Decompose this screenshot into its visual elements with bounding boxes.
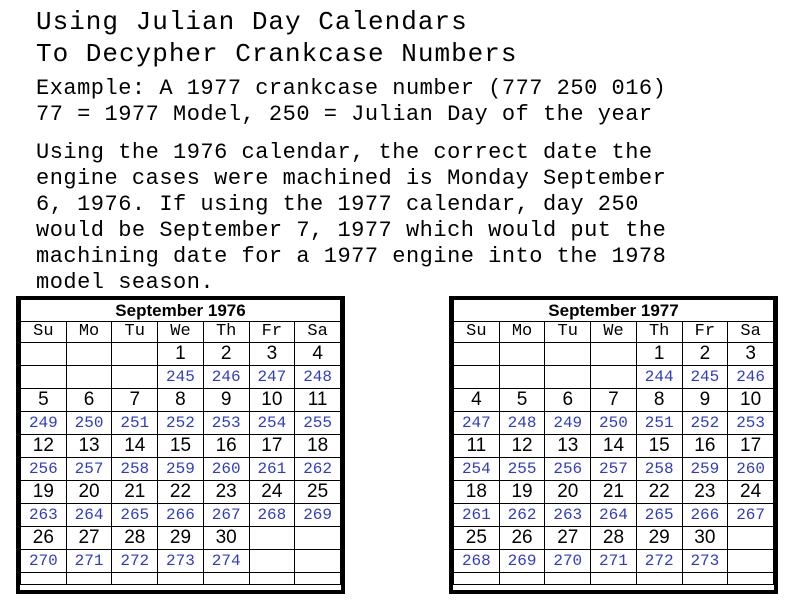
day-number: 23 — [682, 481, 728, 504]
day-number: 22 — [158, 481, 204, 504]
julian-day-number: 246 — [203, 366, 249, 389]
julian-day-number: 272 — [112, 550, 158, 573]
body-line: model season. — [36, 270, 215, 295]
day-number: 25 — [454, 527, 500, 550]
empty-cell — [203, 573, 249, 585]
day-number: 5 — [499, 389, 545, 412]
day-number: 30 — [203, 527, 249, 550]
julian-day-number: 263 — [545, 504, 591, 527]
example-line-2: 77 = 1977 Model, 250 = Julian Day of the year — [36, 102, 653, 127]
day-number: 13 — [545, 435, 591, 458]
day-number: 9 — [682, 389, 728, 412]
julian-day-number: 262 — [295, 458, 341, 481]
julian-day-number: 258 — [112, 458, 158, 481]
day-number: 21 — [591, 481, 637, 504]
day-number: 14 — [591, 435, 637, 458]
day-number: 6 — [545, 389, 591, 412]
day-number: 4 — [295, 343, 341, 366]
julian-day-number: 268 — [249, 504, 295, 527]
julian-day-number: 255 — [295, 412, 341, 435]
julian-day-number: 254 — [454, 458, 500, 481]
body-line: 6, 1976. If using the 1977 calendar, day 250 — [36, 192, 639, 217]
weekday-header: Th — [636, 322, 682, 343]
julian-day-number: 260 — [728, 458, 774, 481]
day-number: 7 — [591, 389, 637, 412]
empty-cell — [682, 573, 728, 585]
day-number: 18 — [295, 435, 341, 458]
day-number — [545, 343, 591, 366]
day-number: 24 — [249, 481, 295, 504]
julian-day-number — [112, 366, 158, 389]
empty-cell — [295, 573, 341, 585]
day-number: 4 — [454, 389, 500, 412]
julian-day-number: 255 — [499, 458, 545, 481]
julian-day-number: 259 — [158, 458, 204, 481]
julian-day-number: 274 — [203, 550, 249, 573]
empty-cell — [499, 573, 545, 585]
day-number — [454, 343, 500, 366]
julian-day-number: 270 — [21, 550, 67, 573]
julian-day-number: 272 — [636, 550, 682, 573]
day-number: 19 — [499, 481, 545, 504]
weekday-header: Mo — [66, 322, 112, 343]
julian-day-number: 252 — [682, 412, 728, 435]
day-number: 24 — [728, 481, 774, 504]
day-number: 26 — [21, 527, 67, 550]
julian-day-number: 247 — [249, 366, 295, 389]
julian-day-number: 266 — [158, 504, 204, 527]
day-number: 13 — [66, 435, 112, 458]
julian-day-number — [66, 366, 112, 389]
day-number: 27 — [545, 527, 591, 550]
day-number — [499, 343, 545, 366]
julian-day-number: 261 — [454, 504, 500, 527]
julian-day-number: 271 — [66, 550, 112, 573]
julian-day-number: 264 — [591, 504, 637, 527]
julian-day-number: 267 — [203, 504, 249, 527]
julian-day-number: 270 — [545, 550, 591, 573]
day-number: 12 — [21, 435, 67, 458]
julian-day-number: 267 — [728, 504, 774, 527]
julian-day-number: 256 — [21, 458, 67, 481]
day-number — [66, 343, 112, 366]
julian-day-number: 258 — [636, 458, 682, 481]
empty-cell — [545, 573, 591, 585]
empty-cell — [728, 573, 774, 585]
julian-day-number: 265 — [112, 504, 158, 527]
day-number — [112, 343, 158, 366]
julian-day-number: 263 — [21, 504, 67, 527]
julian-day-number: 261 — [249, 458, 295, 481]
day-number: 7 — [112, 389, 158, 412]
julian-day-number: 256 — [545, 458, 591, 481]
day-number: 30 — [682, 527, 728, 550]
day-number: 11 — [295, 389, 341, 412]
julian-day-number: 262 — [499, 504, 545, 527]
day-number: 27 — [66, 527, 112, 550]
day-number: 6 — [66, 389, 112, 412]
julian-day-number: 260 — [203, 458, 249, 481]
day-number: 29 — [636, 527, 682, 550]
julian-day-number: 253 — [203, 412, 249, 435]
day-number: 17 — [249, 435, 295, 458]
day-number: 20 — [545, 481, 591, 504]
day-number: 17 — [728, 435, 774, 458]
julian-day-number: 246 — [728, 366, 774, 389]
day-number: 28 — [591, 527, 637, 550]
empty-cell — [636, 573, 682, 585]
weekday-header: Su — [454, 322, 500, 343]
day-number: 29 — [158, 527, 204, 550]
weekday-header: Mo — [499, 322, 545, 343]
day-number: 1 — [158, 343, 204, 366]
julian-day-number — [499, 366, 545, 389]
weekday-header: Tu — [545, 322, 591, 343]
julian-day-number: 253 — [728, 412, 774, 435]
explanation-text — [36, 140, 666, 296]
day-number: 8 — [158, 389, 204, 412]
day-number: 3 — [249, 343, 295, 366]
julian-day-number: 266 — [682, 504, 728, 527]
empty-cell — [21, 573, 67, 585]
julian-day-number: 244 — [636, 366, 682, 389]
day-number: 21 — [112, 481, 158, 504]
body-line: would be September 7, 1977 which would put the — [36, 218, 667, 243]
day-number: 11 — [454, 435, 500, 458]
julian-day-number: 247 — [454, 412, 500, 435]
julian-day-number: 269 — [295, 504, 341, 527]
day-number: 15 — [636, 435, 682, 458]
page-title — [36, 6, 517, 70]
julian-day-number — [728, 550, 774, 573]
julian-day-number: 245 — [682, 366, 728, 389]
julian-day-number: 257 — [591, 458, 637, 481]
day-number: 3 — [728, 343, 774, 366]
example-text — [36, 76, 666, 128]
julian-day-number — [21, 366, 67, 389]
empty-cell — [66, 573, 112, 585]
weekday-header: Sa — [295, 322, 341, 343]
calendar-september-1977 — [449, 296, 778, 594]
day-number: 10 — [249, 389, 295, 412]
julian-day-number: 254 — [249, 412, 295, 435]
day-number: 23 — [203, 481, 249, 504]
day-number: 18 — [454, 481, 500, 504]
day-number: 9 — [203, 389, 249, 412]
weekday-header: We — [591, 322, 637, 343]
julian-day-number: 249 — [545, 412, 591, 435]
julian-day-number: 273 — [682, 550, 728, 573]
empty-cell — [249, 573, 295, 585]
julian-day-number: 250 — [591, 412, 637, 435]
julian-day-number: 245 — [158, 366, 204, 389]
julian-day-number — [249, 550, 295, 573]
day-number — [295, 527, 341, 550]
julian-day-number: 259 — [682, 458, 728, 481]
weekday-header: Fr — [249, 322, 295, 343]
calendar-month-title: September 1976 — [21, 300, 341, 322]
julian-day-number: 251 — [112, 412, 158, 435]
calendar-month-title: September 1977 — [454, 300, 774, 322]
julian-day-number: 257 — [66, 458, 112, 481]
calendar-table — [453, 300, 774, 585]
julian-day-number: 248 — [499, 412, 545, 435]
julian-day-number: 264 — [66, 504, 112, 527]
empty-cell — [591, 573, 637, 585]
day-number: 5 — [21, 389, 67, 412]
day-number: 16 — [203, 435, 249, 458]
julian-day-number: 273 — [158, 550, 204, 573]
day-number: 16 — [682, 435, 728, 458]
weekday-header: Su — [21, 322, 67, 343]
day-number: 15 — [158, 435, 204, 458]
julian-day-number: 268 — [454, 550, 500, 573]
weekday-header: Sa — [728, 322, 774, 343]
day-number: 14 — [112, 435, 158, 458]
julian-day-number: 250 — [66, 412, 112, 435]
julian-day-number: 265 — [636, 504, 682, 527]
day-number — [728, 527, 774, 550]
empty-cell — [454, 573, 500, 585]
julian-day-number — [591, 366, 637, 389]
day-number: 12 — [499, 435, 545, 458]
day-number: 8 — [636, 389, 682, 412]
day-number: 1 — [636, 343, 682, 366]
julian-day-number: 269 — [499, 550, 545, 573]
day-number: 20 — [66, 481, 112, 504]
title-line-2: To Decypher Crankcase Numbers — [36, 39, 518, 69]
day-number: 22 — [636, 481, 682, 504]
title-line-1: Using Julian Day Calendars — [36, 7, 468, 37]
empty-cell — [158, 573, 204, 585]
julian-day-number — [295, 550, 341, 573]
example-line-1: Example: A 1977 crankcase number (777 250 016) — [36, 76, 667, 101]
empty-cell — [112, 573, 158, 585]
julian-day-number: 251 — [636, 412, 682, 435]
day-number — [249, 527, 295, 550]
day-number: 26 — [499, 527, 545, 550]
julian-day-number: 271 — [591, 550, 637, 573]
julian-day-number — [454, 366, 500, 389]
body-line: Using the 1976 calendar, the correct date the — [36, 140, 653, 165]
day-number — [21, 343, 67, 366]
day-number: 10 — [728, 389, 774, 412]
weekday-header: Tu — [112, 322, 158, 343]
day-number: 19 — [21, 481, 67, 504]
day-number: 25 — [295, 481, 341, 504]
calendar-september-1976 — [16, 296, 345, 594]
julian-day-number: 249 — [21, 412, 67, 435]
weekday-header: Fr — [682, 322, 728, 343]
calendar-table — [20, 300, 341, 585]
day-number: 28 — [112, 527, 158, 550]
julian-day-number — [545, 366, 591, 389]
day-number: 2 — [203, 343, 249, 366]
weekday-header: Th — [203, 322, 249, 343]
body-line: engine cases were machined is Monday September — [36, 166, 667, 191]
day-number — [591, 343, 637, 366]
weekday-header: We — [158, 322, 204, 343]
julian-day-number: 248 — [295, 366, 341, 389]
day-number: 2 — [682, 343, 728, 366]
julian-day-number: 252 — [158, 412, 204, 435]
body-line: machining date for a 1977 engine into the 1978 — [36, 244, 667, 269]
